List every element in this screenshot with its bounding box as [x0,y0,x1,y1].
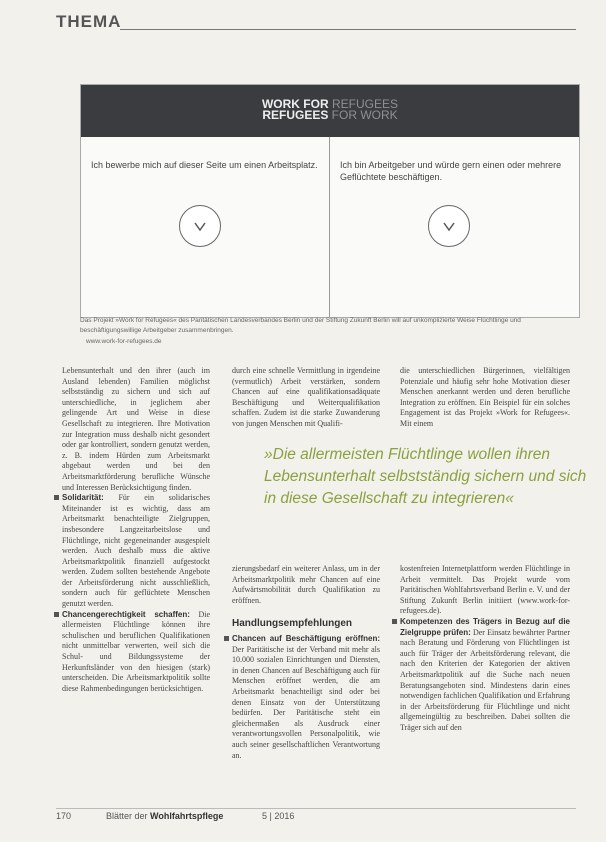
paragraph: Lebensunterhalt und den ihrer (auch im Ausland lebenden) Familien möglichst selbstständig zu sichern und sich auf unterschiedliche, in jeglichem aber gelingende Art und Weise in diese Gesellschaft zu integrieren. Ihre Motivation zur Integration muss deshalb nicht gesondert oder gar kontrolliert, sondern genutzt werden, z. B. indem Hürden zum Arbeitsmarkt abgebaut werden und bei den Arbeitsmarktförderung berufliche Wünsche und Interessen Berücksichtigung finden. [62,366,210,492]
section-title: THEMA [56,12,122,31]
figure-screenshot [80,84,580,318]
banner [81,85,579,137]
footer-rule [56,808,576,809]
page-number: 170 [56,811,72,821]
pull-quote: »Die allermeisten Flüchtlinge wollen ihren Lebensunterhalt selbstständig sichern und sich in diese Gesellschaft zu integrieren« [264,446,587,507]
column-2-bottom [232,634,380,761]
bullet-competences: Kompetenzen des Trägers in Bezug auf die Zielgruppe prüfen: Der Einsatz bewährter Partner nach Beratung und Förderung von Flüchtlingen ist auch für Träger der Arbeitsförderung relevant, die nach den Kriterien der Kategorien der aktiven Arbeitsmarktpolitik auf die Suche nach neuen Beratungsangeboten sind. Mindestens darin eines notwendigen fachlichen Qualifikation und Erfahrung in der Arbeitsförderung für Flüchtlinge und nicht allgemeingültig zu beschreiben. Dabei sollten die Träger sich auf den [400,617,570,734]
column-3-bottom [400,564,570,734]
caption-url: www.work-for-refugees.de [86,338,162,345]
figure-caption: Das Projekt »Work for Refugees« des Paritätischen Landesverbandes Berlin und der Stiftung Zukunft Berlin will auf unkomplizierte Weise Flüchtlinge und beschäftigungswillige Arbeitgeber zusammenbringen. [80,317,521,334]
paragraph: kostenfreien Internetplattform werden Flüchtlinge in Arbeit vermittelt. Das Projekt wurde vom Paritätischen Wohlfahrtsverband Berlin e. V. und der Stiftung Zukunft Berlin initiiert (www.work-for-refugees.de). [400,564,570,616]
banner-line-2: REFUGEES FOR WORK [262,108,398,122]
bullet-employment: Chancen auf Beschäftigung eröffnen: Der Paritätische ist der Verband mit mehr als 10.000 sozialen Einrichtungen und Diensten, in denen Chancen auf Beschäftigung auch für Menschen eröffnet werden, die am Arbeitsmarkt benachteiligt sind oder bei denen Einsatz von der Unterstützung bedürfen. Der Paritätische steht ein gleichermaßen als Ausdruck einer verantwortungsvollen Personalpolitik, wie auch seiner gesellschaftlichen Verantwortung an. [232,634,380,761]
chevron-down-icon[interactable] [428,205,470,247]
banner-line-1: WORK FOR REFUGEES [261,97,398,111]
column-2-top: durch eine schnelle Vermittlung in irgendeine (vermutlich) Arbeit verstärken, sondern Chancen auf eine qualifikationsadäquate Beschäftigung und Weiterqualifikation schaffen. Zudem ist die starke Zuwanderung von jungen Menschen mit Qualifi- [232,366,380,428]
bullet-equal-chances: Chancengerechtigkeit schaffen: Die allermeisten Flüchtlinge können ihre schulischen und beruflichen Qualifikationen nicht unmittelbar verwerten, weil sich die Schul- und Bildungssysteme der Herkunftsländer von den hiesigen (stark) unterscheiden. Die Arbeitsmarktpolitik sollte diese Rahmenbedingungen berücksichtigen. [62,610,210,695]
section-heading: Handlungsempfehlungen [232,618,352,629]
applicant-text: Ich bewerbe mich auf dieser Seite um einen Arbeitsplatz. [91,160,318,170]
chevron-down-icon[interactable] [179,205,221,247]
issue-number: 5 | 2016 [262,811,295,821]
journal-name: Blätter der Wohlfahrtspflege [106,811,224,821]
employer-text: Ich bin Arbeitgeber und würde gern einen oder mehrere Geflüchtete beschäftigen. [340,160,562,182]
applicant-option[interactable] [81,137,330,317]
employer-option[interactable] [330,137,578,317]
bullet-solidarity: Solidarität: Für ein solidarisches Miteinander ist es wichtig, dass am Arbeitsmarkt benachteiligte Zielgruppen, insbesondere Langzeitarbeitslose und Flüchtlinge, nicht gegeneinander ausgespielt werden. Auch deshalb muss die aktive Arbeitsmarktpolitik finanziell aufgestockt werden. Zudem sollten bestehende Angebote der Arbeitsförderung nicht ausschließlich, sondern auch für geflüchtete Menschen genutzt werden. [62,493,210,610]
column-1 [62,366,210,694]
column-2-middle: zierungsbedarf ein weiterer Anlass, um in der Arbeitsmarktpolitik mehr Chancen auf eine Aufwärtsmobilität durch Qualifikation zu eröffnen. [232,564,380,605]
column-3-top: die unterschiedlichen Bürgerinnen, vielfältigen Potenziale und häufig sehr hohe Motivation dieser Menschen anerkannt werden und deren berufliche Integration zu eröffnen. Ein Beispiel für ein solches Engagement ist das Projekt »Work for Refugees«. Mit einem [400,366,570,428]
section-rule [120,29,576,30]
